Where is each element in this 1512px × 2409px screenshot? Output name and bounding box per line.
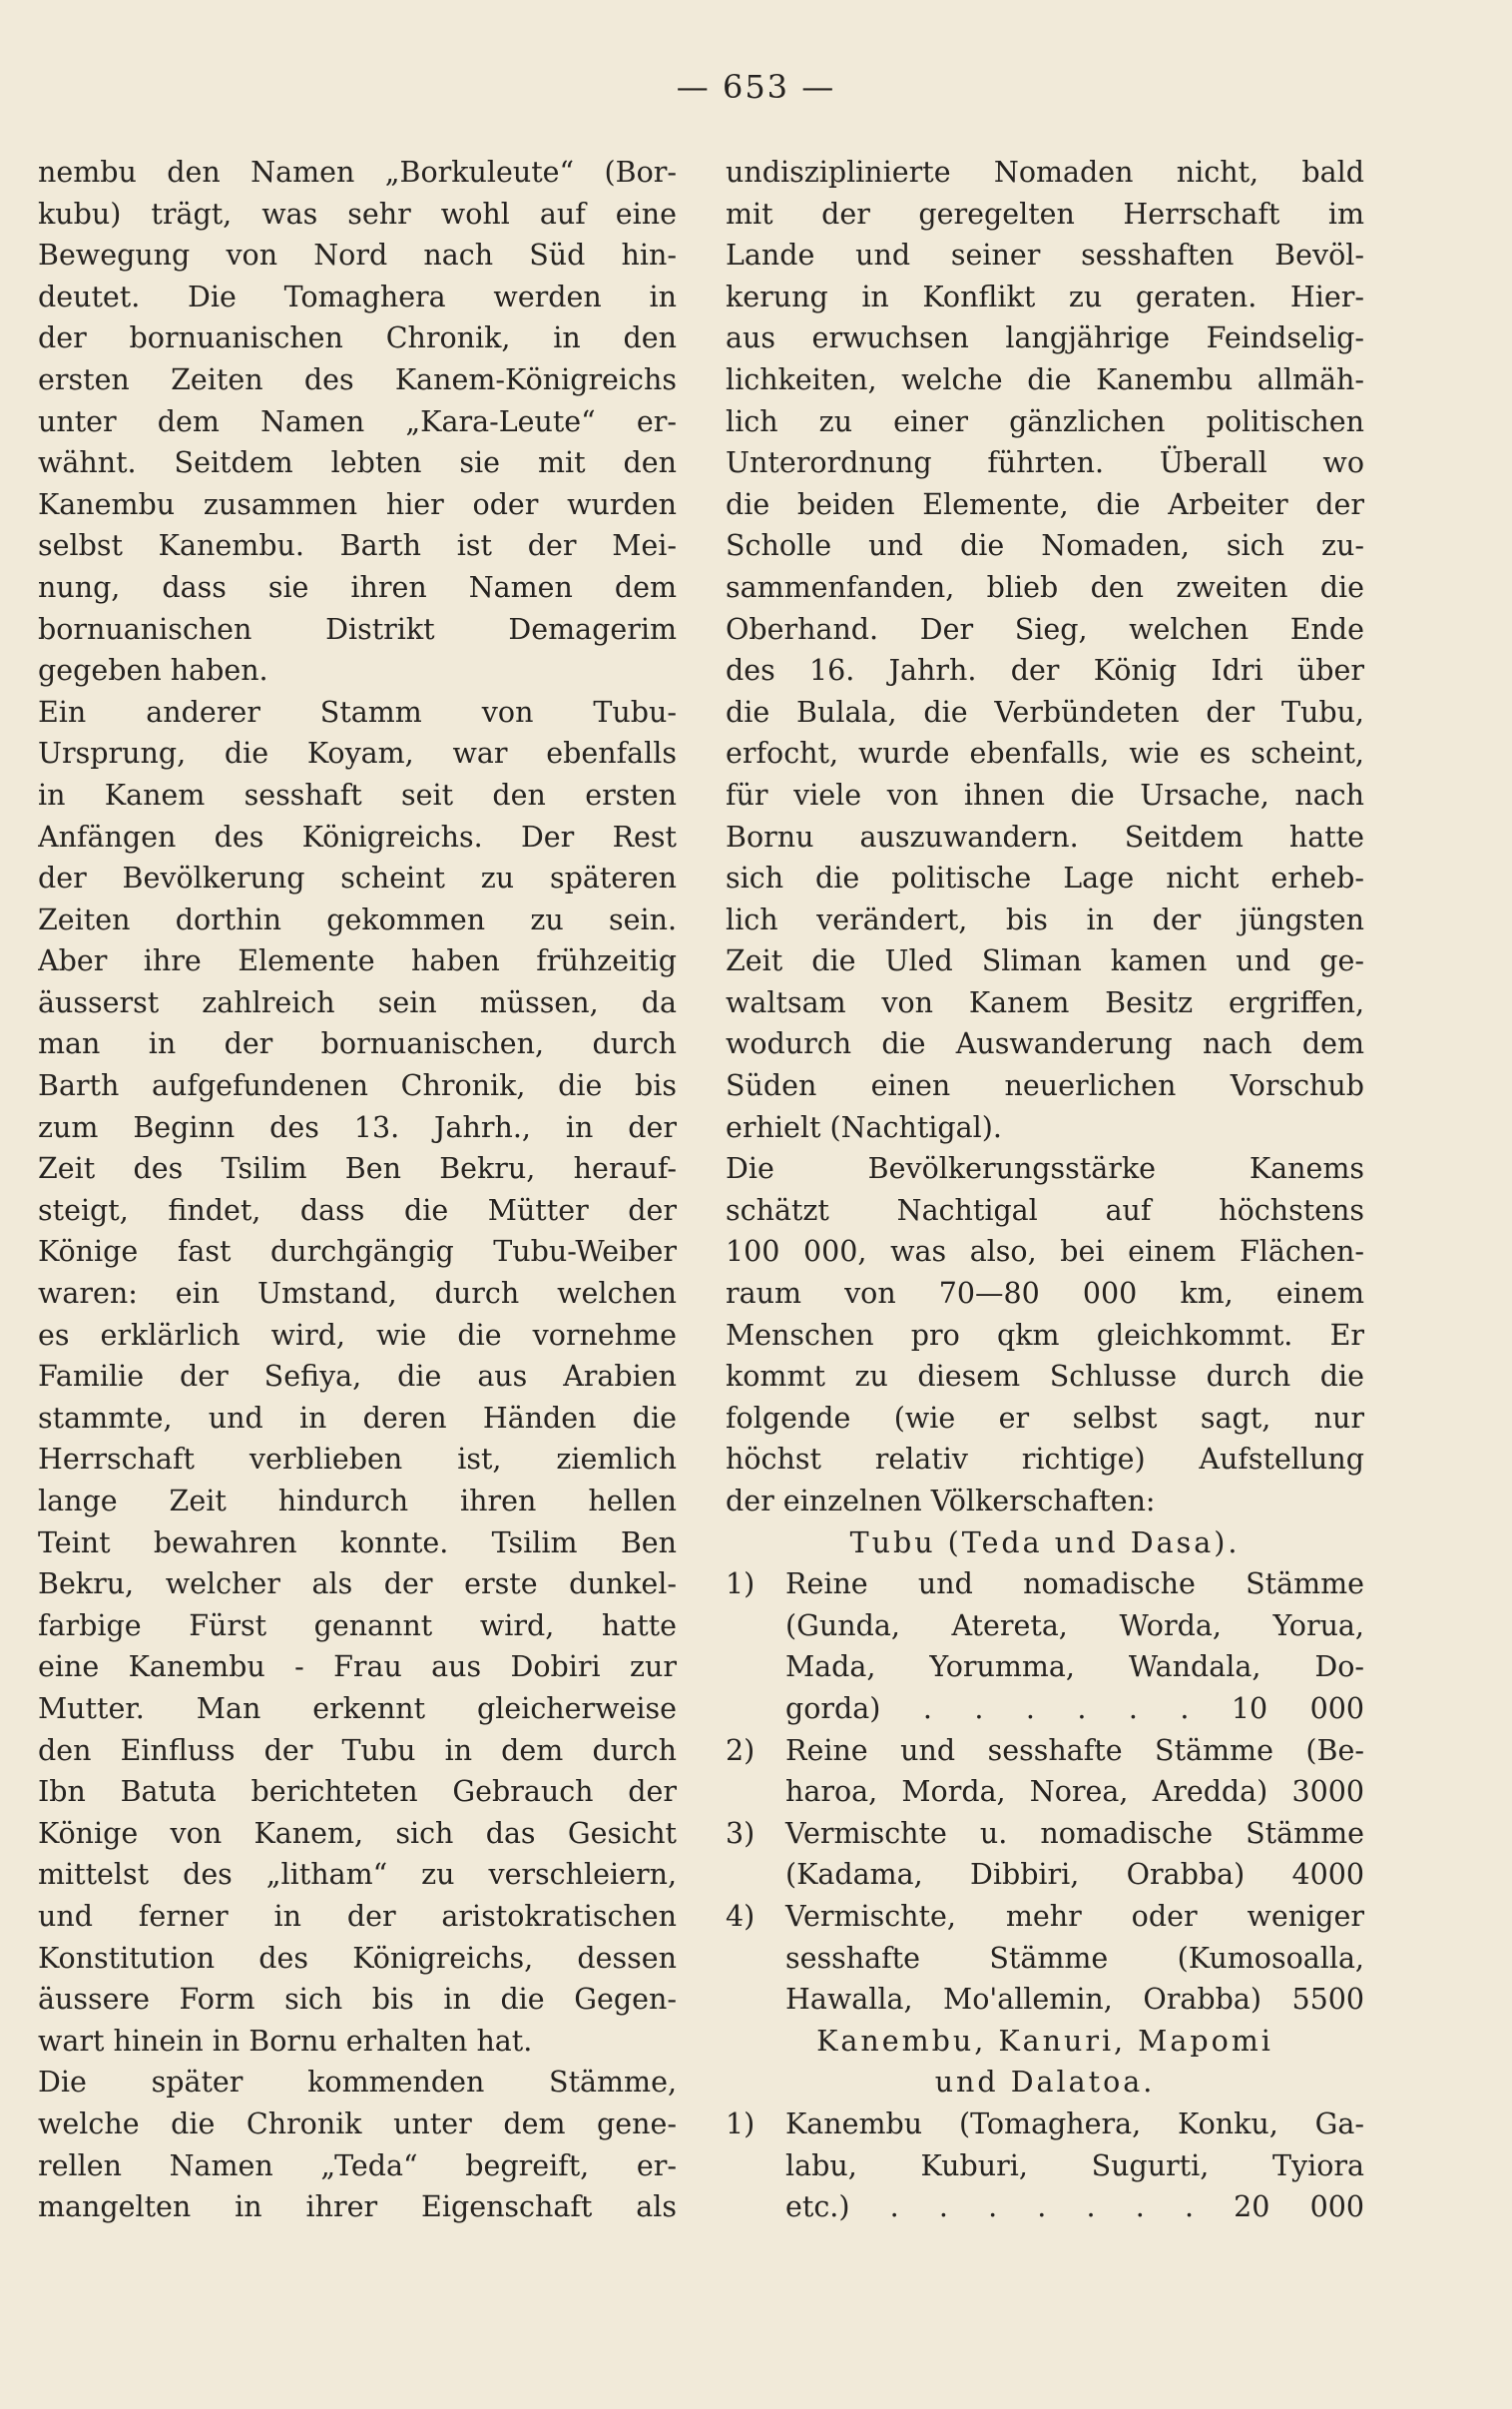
text-line: undisziplinierte Nomaden nicht, bald bbox=[726, 156, 1364, 189]
text-line: aus erwuchsen langjährige Feindselig- bbox=[726, 321, 1364, 355]
text-line: Mada, Yorumma, Wandala, Do- bbox=[785, 1650, 1364, 1684]
text-line: Bornu auszuwandern. Seitdem hatte bbox=[726, 820, 1364, 854]
text-line: nembu den Namen „Borkuleute“ (Bor- bbox=[38, 156, 677, 189]
text-line: ersten Zeiten des Kanem-Königreichs bbox=[38, 362, 677, 396]
text-line: und ferner in der aristokratischen bbox=[38, 1899, 677, 1933]
text-line: Menschen pro qkm gleichkommt. Er bbox=[726, 1318, 1364, 1352]
text-line: Könige fast durchgängig Tubu-Weiber bbox=[38, 1235, 677, 1269]
text-line: Ein anderer Stamm von Tubu- bbox=[38, 695, 677, 729]
text-line: stammte, und in deren Händen die bbox=[38, 1401, 677, 1435]
text-line: kubu) trägt, was sehr wohl auf eine bbox=[38, 197, 677, 231]
text-line: Teint bewahren konnte. Tsilim Ben bbox=[38, 1525, 677, 1559]
text-line: erhielt (Nachtigal). bbox=[726, 1110, 1002, 1144]
text-line: (Kadama, Dibbiri, Orabba) 4000 bbox=[785, 1858, 1364, 1892]
list-item-line bbox=[726, 2104, 1364, 2145]
text-line: Mutter. Man erkennt gleicherweise bbox=[38, 1691, 677, 1725]
text-line: des 16. Jahrh. der König Idri über bbox=[726, 654, 1364, 688]
text-line: wähnt. Seitdem lebten sie mit den bbox=[38, 446, 677, 480]
text-line: Lande und seiner sesshaften Bevöl- bbox=[726, 239, 1364, 273]
text-line: lange Zeit hindurch ihren hellen bbox=[38, 1485, 677, 1517]
text-line: erfocht, wurde ebenfalls, wie es scheint, bbox=[726, 737, 1364, 771]
list-item-number: 1) bbox=[726, 1567, 756, 1601]
list-item-number: 2) bbox=[726, 1733, 756, 1767]
text-line: waltsam von Kanem Besitz ergriffen, bbox=[726, 985, 1364, 1019]
list-item-text: Vermischte u. nomadische Stämme bbox=[785, 1816, 1364, 1850]
text-line: Barth aufgefundenen Chronik, die bis bbox=[38, 1069, 677, 1103]
left-text-column bbox=[38, 152, 677, 2228]
text-line: farbige Fürst genannt wird, hatte bbox=[38, 1608, 677, 1642]
text-line: Hawalla, Mo'allemin, Orabba) 5500 bbox=[785, 1983, 1364, 2017]
text-line: man in der bornuanischen, durch bbox=[38, 1027, 677, 1061]
list-item-number: 3) bbox=[726, 1816, 756, 1850]
text-line: Scholle und die Nomaden, sich zu- bbox=[726, 529, 1364, 563]
text-line: (Gunda, Atereta, Worda, Yorua, bbox=[785, 1608, 1364, 1642]
text-line: gegeben haben. bbox=[38, 654, 268, 688]
text-line: schätzt Nachtigal auf höchstens bbox=[726, 1193, 1364, 1227]
text-line: unter dem Namen „Kara-Leute“ er- bbox=[38, 404, 677, 438]
text-line: Die später kommenden Stämme, bbox=[38, 2066, 677, 2100]
text-line: 100 000, was also, bei einem Flächen- bbox=[726, 1235, 1364, 1269]
text-line: äusserst zahlreich sein müssen, da bbox=[38, 985, 677, 1019]
text-line: der bornuanischen Chronik, in den bbox=[38, 321, 677, 355]
text-line: selbst Kanembu. Barth ist der Mei- bbox=[38, 529, 677, 563]
text-line: etc.) . . . . . . . 20 000 bbox=[785, 2190, 1364, 2224]
text-line: Zeit des Tsilim Ben Bekru, herauf- bbox=[38, 1152, 677, 1186]
text-line: der einzelnen Völkerschaften: bbox=[726, 1485, 1156, 1517]
text-line: wodurch die Auswanderung nach dem bbox=[726, 1027, 1364, 1061]
text-line: Ursprung, die Koyam, war ebenfalls bbox=[38, 737, 677, 771]
text-line: bornuanischen Distrikt Demagerim bbox=[38, 612, 677, 646]
text-line: für viele von ihnen die Ursache, nach bbox=[726, 778, 1364, 812]
text-line: kommt zu diesem Schlusse durch die bbox=[726, 1360, 1364, 1394]
text-line: nung, dass sie ihren Namen dem bbox=[38, 570, 677, 604]
text-line: Konstitution des Königreichs, dessen bbox=[38, 1941, 677, 1975]
text-line: welche die Chronik unter dem gene- bbox=[38, 2107, 677, 2140]
text-line: wart hinein in Bornu erhalten hat. bbox=[38, 2024, 533, 2058]
text-line: Ibn Batuta berichteten Gebrauch der bbox=[38, 1775, 677, 1809]
text-line: labu, Kuburi, Sugurti, Tyiora bbox=[785, 2148, 1364, 2182]
text-line: in Kanem sesshaft seit den ersten bbox=[38, 778, 677, 812]
text-line: raum von 70—80 000 km, einem bbox=[726, 1277, 1364, 1311]
section-heading-line: Tubu (Teda und Dasa). bbox=[849, 1525, 1241, 1559]
text-line: Oberhand. Der Sieg, welchen Ende bbox=[726, 612, 1364, 646]
text-line: sammenfanden, blieb den zweiten die bbox=[726, 570, 1364, 604]
list-item-text: Reine und nomadische Stämme bbox=[785, 1567, 1364, 1601]
list-item-text: Kanembu (Tomaghera, Konku, Ga- bbox=[785, 2107, 1364, 2140]
text-line: steigt, findet, dass die Mütter der bbox=[38, 1193, 677, 1227]
text-line: Anfängen des Königreichs. Der Rest bbox=[38, 820, 677, 854]
text-line: Familie der Sefiya, die aus Arabien bbox=[38, 1360, 677, 1394]
text-line: Zeiten dorthin gekommen zu sein. bbox=[38, 903, 677, 936]
text-line: den Einfluss der Tubu in dem durch bbox=[38, 1733, 677, 1767]
text-line: mit der geregelten Herrschaft im bbox=[726, 197, 1364, 231]
list-item-line bbox=[726, 1730, 1364, 1772]
text-line: mangelten in ihrer Eigenschaft als bbox=[38, 2190, 677, 2224]
list-item-line bbox=[726, 1896, 1364, 1938]
text-line: mittelst des „litham“ zu verschleiern, bbox=[38, 1858, 677, 1892]
text-line: Die Bevölkerungsstärke Kanems bbox=[726, 1152, 1364, 1186]
text-line: kerung in Konflikt zu geraten. Hier- bbox=[726, 280, 1364, 313]
text-line: folgende (wie er selbst sagt, nur bbox=[726, 1401, 1364, 1435]
right-text-column bbox=[726, 152, 1364, 2228]
text-line: haroa, Morda, Norea, Aredda) 3000 bbox=[785, 1775, 1364, 1809]
text-line: sesshafte Stämme (Kumosoalla, bbox=[785, 1941, 1364, 1975]
section-heading-line: und Dalatoa. bbox=[934, 2066, 1156, 2100]
text-line: Kanembu zusammen hier oder wurden bbox=[38, 487, 677, 521]
text-line: zum Beginn des 13. Jahrh., in der bbox=[38, 1110, 677, 1144]
text-line: gorda) . . . . . . 10 000 bbox=[785, 1691, 1364, 1725]
text-line: höchst relativ richtige) Aufstellung bbox=[726, 1443, 1364, 1477]
text-line: lich zu einer gänzlichen politischen bbox=[726, 404, 1364, 438]
text-line: es erklärlich wird, wie die vornehme bbox=[38, 1318, 677, 1352]
list-item-text: Vermischte, mehr oder weniger bbox=[785, 1899, 1364, 1933]
list-item-text: Reine und sesshafte Stämme (Be- bbox=[785, 1733, 1364, 1767]
list-item-number: 1) bbox=[726, 2107, 756, 2140]
text-line: Bekru, welcher als der erste dunkel- bbox=[38, 1567, 677, 1601]
text-line: Unterordnung führten. Überall wo bbox=[726, 446, 1364, 480]
text-line: rellen Namen „Teda“ begreift, er- bbox=[38, 2148, 677, 2182]
list-item-line bbox=[726, 1563, 1364, 1605]
list-item-number: 4) bbox=[726, 1899, 756, 1933]
list-item-line bbox=[726, 1813, 1364, 1855]
text-line: Herrschaft verblieben ist, ziemlich bbox=[38, 1443, 677, 1477]
text-line: Könige von Kanem, sich das Gesicht bbox=[38, 1816, 677, 1850]
text-line: äussere Form sich bis in die Gegen- bbox=[38, 1983, 677, 2017]
text-line: lichkeiten, welche die Kanembu allmäh- bbox=[726, 362, 1364, 396]
text-line: die Bulala, die Verbündeten der Tubu, bbox=[726, 695, 1364, 729]
text-line: Aber ihre Elemente haben frühzeitig bbox=[38, 944, 677, 978]
page-number: — 653 — bbox=[676, 68, 836, 106]
text-line: Süden einen neuerlichen Vorschub bbox=[726, 1069, 1364, 1103]
text-line: deutet. Die Tomaghera werden in bbox=[38, 280, 677, 313]
section-heading-line: Kanembu, Kanuri, Mapomi bbox=[816, 2024, 1273, 2058]
text-line: der Bevölkerung scheint zu späteren bbox=[38, 862, 677, 896]
text-line: die beiden Elemente, die Arbeiter der bbox=[726, 487, 1364, 521]
text-line: Zeit die Uled Sliman kamen und ge- bbox=[726, 944, 1364, 978]
text-line: sich die politische Lage nicht erheb- bbox=[726, 862, 1364, 896]
text-line: Bewegung von Nord nach Süd hin- bbox=[38, 239, 677, 273]
text-line: lich verändert, bis in der jüngsten bbox=[726, 903, 1364, 936]
text-line: waren: ein Umstand, durch welchen bbox=[38, 1277, 677, 1311]
text-line: eine Kanembu - Frau aus Dobiri zur bbox=[38, 1650, 677, 1684]
